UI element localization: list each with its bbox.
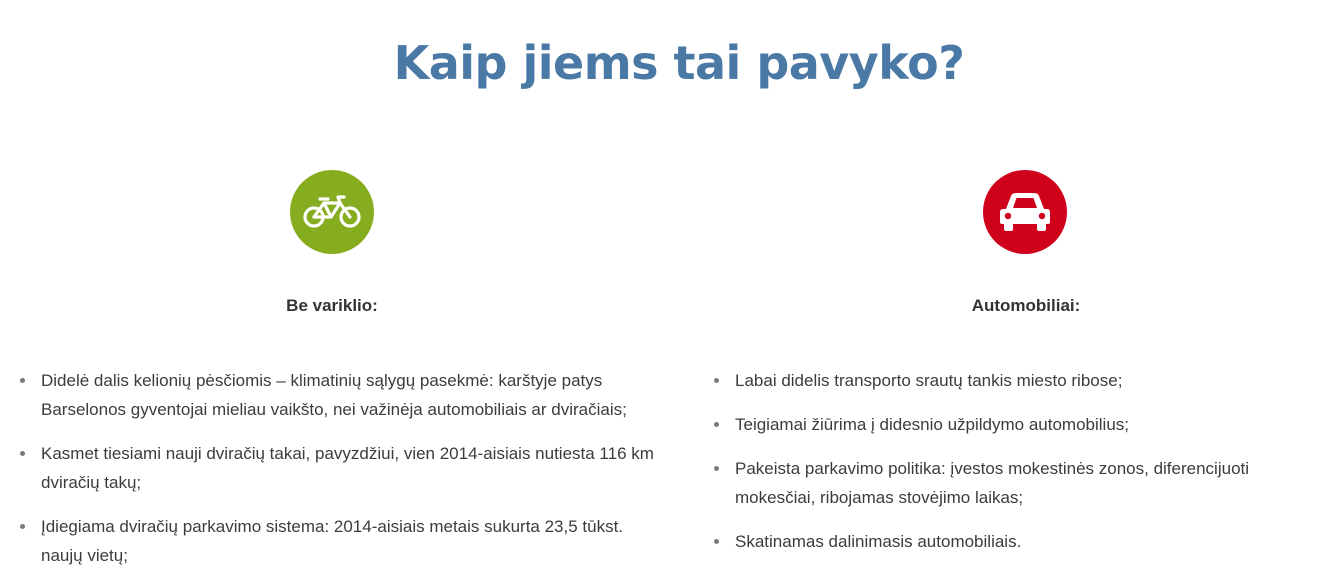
bullet-list xyxy=(714,366,1318,571)
car-icon xyxy=(999,192,1051,232)
column-heading: Automobiliai: xyxy=(971,296,1081,315)
list-item: Labai didelis transporto srautų tankis miesto ribose; xyxy=(714,366,1318,395)
car-icon-circle xyxy=(983,170,1067,254)
list-item: Įdiegiama dviračių parkavimo sistema: 2014-aisiais metais sukurta 23,5 tūkst. naujų vietų; xyxy=(20,512,665,570)
list-item: Pakeista parkavimo politika: įvestos mokestinės zonos, diferencijuoti mokesčiai, ribojamas stovėjimo laikas; xyxy=(714,454,1318,512)
list-item: Skatinamas dalinimasis automobiliais. xyxy=(714,527,1318,556)
column-heading: Be variklio: xyxy=(286,296,378,315)
bullet-list xyxy=(20,366,665,585)
bicycle-icon xyxy=(303,195,361,229)
bicycle-icon-circle xyxy=(290,170,374,254)
list-item: Didelė dalis kelionių pėsčiomis – klimatinių sąlygų pasekmė: karštyje patys Barselonos gyventojai mieliau vaikšto, nei važinėja automobiliais ar dviračiais; xyxy=(20,366,665,424)
page-title: Kaip jiems tai pavyko? xyxy=(393,36,965,90)
list-item: Kasmet tiesiami nauji dviračių takai, pavyzdžiui, vien 2014-aisiais nutiesta 116 km dviračių takų; xyxy=(20,439,665,497)
list-item: Teigiamai žiūrima į didesnio užpildymo automobilius; xyxy=(714,410,1318,439)
